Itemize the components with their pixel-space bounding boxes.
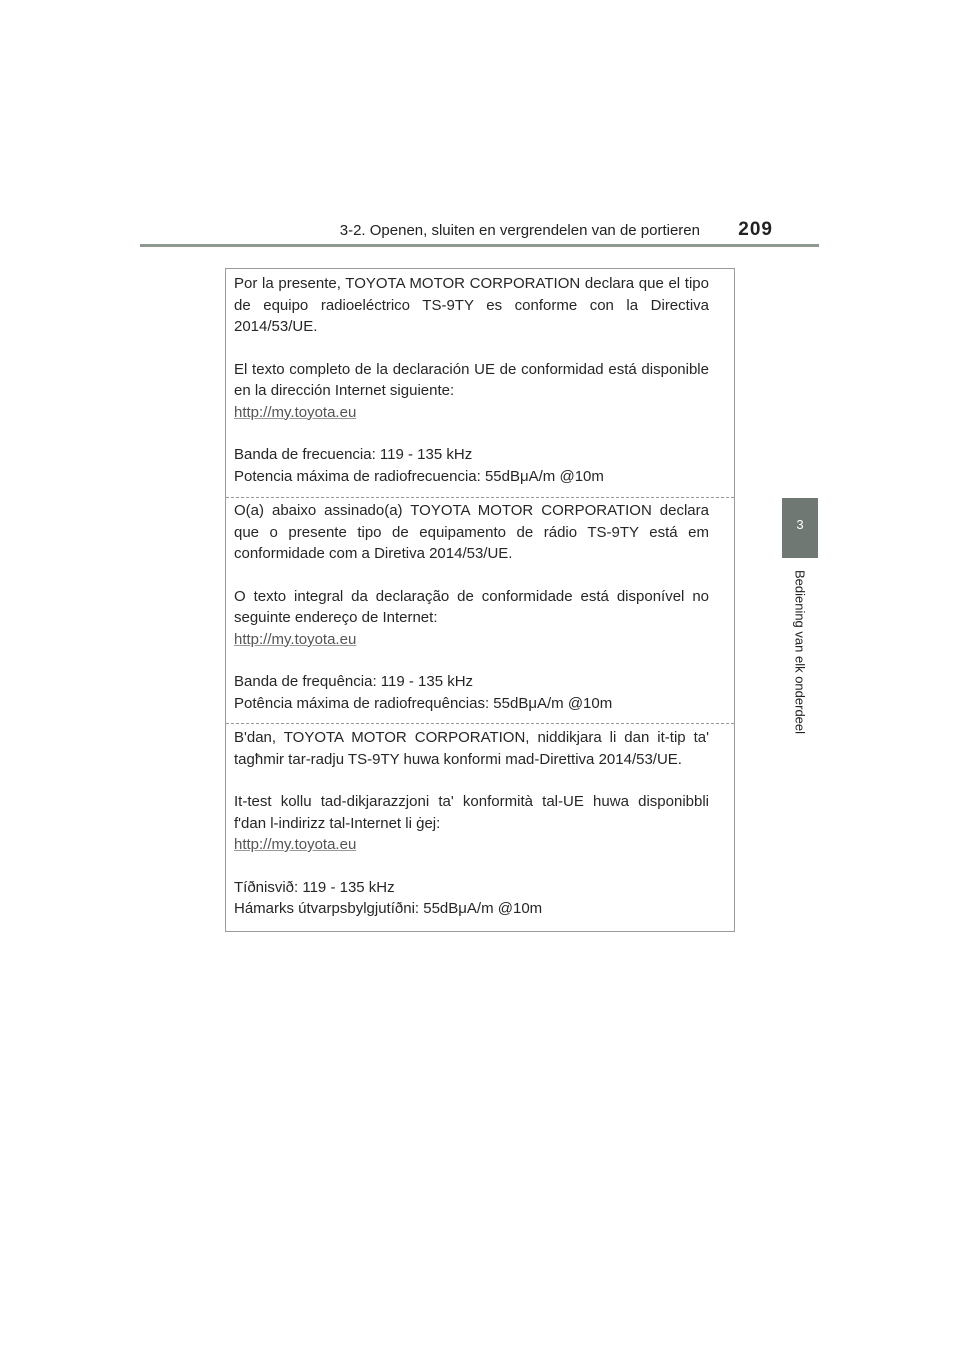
declaration-text: Por la presente, TOYOTA MOTOR CORPORATION declara que el tipo de equipo radioeléctrico TS-9TY es conforme con la Directiva 2014/53/UE.: [234, 275, 709, 335]
availability-text: O texto integral da declaração de conformidade está disponível no seguinte endereço de Internet:: [234, 587, 709, 626]
header-rule: [140, 244, 819, 247]
section-header-title: 3-2. Openen, sluiten en vergrendelen van de portieren: [339, 222, 700, 239]
declaration-url[interactable]: http://my.toyota.eu: [234, 630, 357, 648]
declaration-text: O(a) abaixo assinado(a) TOYOTA MOTOR CORPORATION declara que o presente tipo de equipamento de rádio TS-9TY está em conformidade com a Diretiva 2014/53/UE.: [234, 502, 709, 562]
declaration-text: B'dan, TOYOTA MOTOR CORPORATION, niddikjara li dan it-tip ta' tagħmir tar-radju TS-9TY huwa konformi mad-Direttiva 2014/53/UE.: [234, 729, 709, 768]
frequency-band: Tíðnisvið: 119 - 135 kHz: [234, 878, 395, 896]
max-power: Potencia máxima de radiofrecuencia: 55dBμA/m @10m: [234, 467, 604, 485]
max-power: Hámarks útvarpsbylgjutíðni: 55dBμA/m @10m: [234, 900, 543, 917]
frequency-band: Banda de frecuencia: 119 - 135 kHz: [234, 446, 473, 463]
declaration-url[interactable]: http://my.toyota.eu: [234, 836, 357, 853]
declaration-section-spanish: [226, 273, 734, 487]
frequency-band: Banda de frequência: 119 - 135 kHz: [234, 673, 474, 690]
chapter-tab-number: 3: [796, 517, 804, 532]
max-power: Potência máxima de radiofrequências: 55dBμA/m @10m: [234, 694, 613, 712]
declaration-section-maltese: [226, 727, 734, 920]
availability-text: El texto completo de la declaración UE de conformidad está disponible en la dirección Internet siguiente:: [234, 360, 709, 399]
section-divider: [226, 723, 734, 724]
declaration-section-portuguese: [226, 500, 734, 714]
chapter-side-label-text: Bediening van elk onderdeel: [792, 569, 808, 735]
declaration-url[interactable]: http://my.toyota.eu: [234, 403, 357, 421]
page-number: 209: [738, 219, 773, 240]
declaration-frame: [225, 268, 735, 932]
chapter-tab: [782, 498, 818, 558]
section-divider: [226, 497, 734, 498]
availability-text: It-test kollu tad-dikjarazzjoni ta' konformità tal-UE huwa disponibbli f'dan l-indirizz tal-Internet li ġej:: [234, 793, 709, 832]
